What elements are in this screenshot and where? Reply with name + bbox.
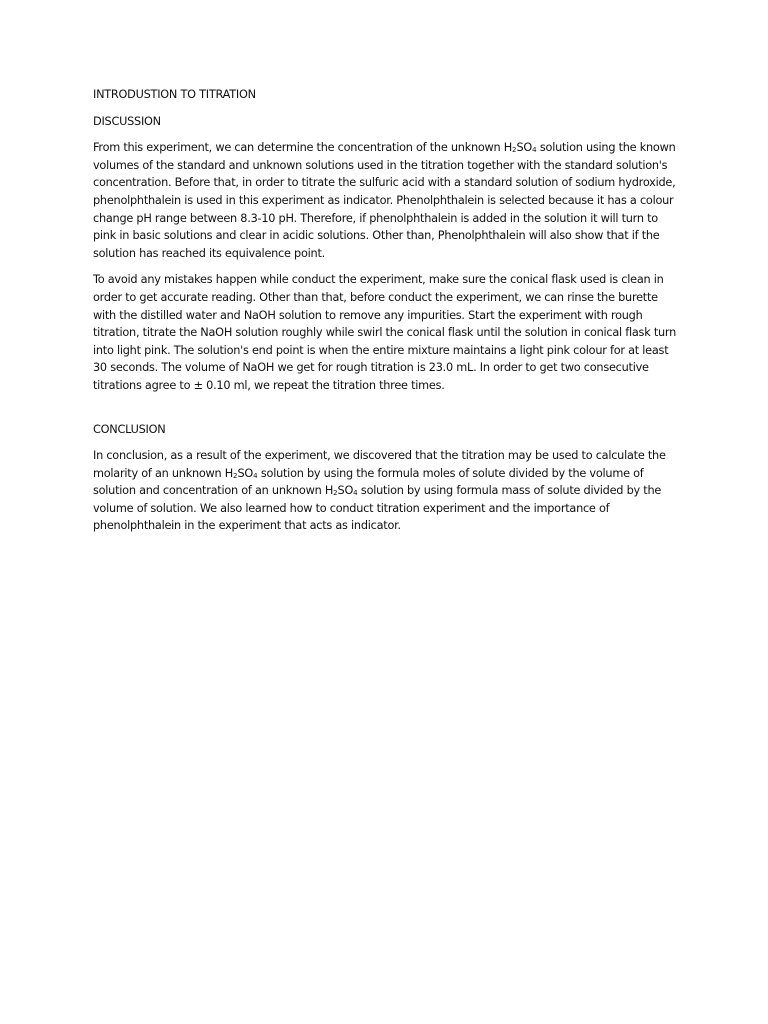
text-run: solution by using the formula moles of solute divided by the volume of solution and concentration of an unknown H bbox=[93, 466, 644, 498]
subscript: 2 bbox=[333, 489, 338, 498]
document-body bbox=[93, 86, 683, 544]
text-run: solution by using formula mass of solute divided by the volume of solution. We also learned how to conduct titration experiment and the importance of phenolphthalein in the experiment that acts as indicator. bbox=[93, 484, 662, 533]
subscript: 4 bbox=[253, 471, 258, 480]
subscript: 4 bbox=[353, 489, 358, 498]
text-run: In conclusion, as a result of the experiment, we discovered that the titration may be used to calculate the molarity of an unknown H bbox=[93, 449, 666, 480]
discussion-heading: DISCUSSION bbox=[93, 114, 161, 128]
text-run: SO bbox=[516, 141, 533, 155]
discussion-paragraph-1 bbox=[93, 139, 683, 262]
text-run: SO bbox=[337, 484, 354, 498]
subscript: 2 bbox=[512, 146, 517, 155]
document-title: INTRODUSTION TO TITRATION bbox=[93, 88, 256, 101]
subscript: 4 bbox=[532, 146, 537, 155]
text-run: solution using the known volumes of the standard and unknown solutions used in the titration together with the standard solution's concentration. Before that, in order to titrate the sulfuric acid with a standard solution of sodium hydroxide, phenolphthalein is used in this experiment as indicator. Phenolphthalein is selected because it has a colour change pH range between 8.3-10 pH. Therefore, if phenolphthalein is added in the solution it will turn to pink in basic solutions and clear in acidic solutions. Other than, Phenolphthalein will also show that if the solution has reached its equivalence point. bbox=[93, 141, 676, 260]
conclusion-paragraph bbox=[93, 447, 683, 535]
section-gap bbox=[93, 404, 683, 421]
subscript: 2 bbox=[233, 471, 238, 480]
text-run: SO bbox=[237, 466, 254, 480]
discussion-paragraph-2: To avoid any mistakes happen while conduct the experiment, make sure the conical flask used is clean in order to get accurate reading. Other than that, before conduct the experiment, we can rinse the burette with the distilled water and NaOH solution to remove any impurities. Start the experiment with rough titration, titrate the NaOH solution roughly while swirl the conical flask until the solution in conical flask turn into light pink. The solution's end point is when the entire mixture maintains a light pink colour for at least 30 seconds. The volume of NaOH we get for rough titration is 23.0 mL. In order to get two consecutive titrations agree to ± 0.10 ml, we repeat the titration three times. bbox=[93, 273, 677, 392]
conclusion-heading: CONCLUSION bbox=[93, 422, 166, 436]
text-run: From this experiment, we can determine the concentration of the unknown H bbox=[93, 141, 513, 155]
